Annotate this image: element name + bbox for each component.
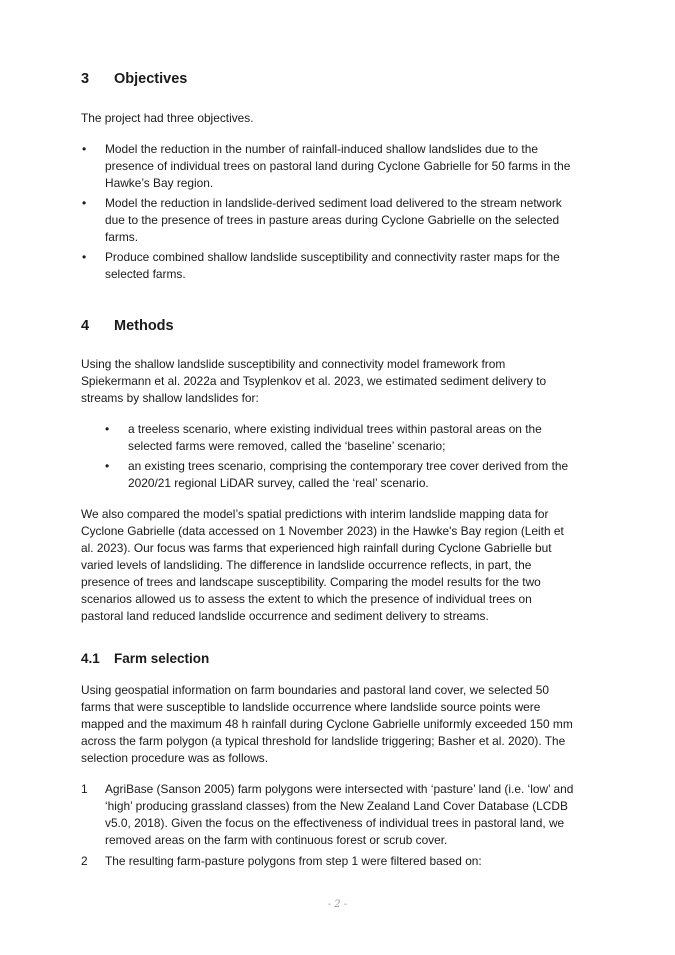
bullet-icon: • bbox=[82, 196, 87, 210]
section-number: 3 bbox=[81, 71, 90, 87]
bullet-icon: • bbox=[105, 422, 110, 436]
methods-intro: Using the shallow landslide susceptibility and connectivity model framework from Spiekermann et al. 2022a and Tsyplenkov et al. 2023, we estimated sediment delivery to streams by shallow landslides for: bbox=[81, 357, 547, 405]
step-number: 1 bbox=[81, 782, 88, 796]
methods-paragraph: We also compared the model’s spatial predictions with interim landslide mapping data for Cyclone Gabrielle (data accessed on 1 November 2023) in the Hawke's Bay region (Leith et al. 2023). Our focus was farms that experienced high rainfall during Cyclone Gabrielle but varied levels of landsliding. The difference in landslide occurrence reflects, in part, the presence of trees and landscape susceptibility. Comparing the model results for the two scenarios allowed us to assess the extent to which the presence of individual trees on pastoral land reduced landslide occurrence and sediment delivery to streams. bbox=[81, 507, 564, 623]
step-number: 2 bbox=[81, 854, 88, 868]
list-item bbox=[81, 853, 576, 870]
section-title: Methods bbox=[114, 318, 174, 334]
objectives-intro: The project had three objectives. bbox=[81, 111, 254, 125]
section-number: 4 bbox=[81, 318, 90, 334]
subsection-4-1-heading bbox=[81, 651, 209, 666]
farm-selection-steps bbox=[81, 781, 576, 874]
list-item: • Model the reduction in landslide-derived sediment load delivered to the stream network due to the presence of trees in pasture areas during Cyclone Gabrielle on the selected farms. bbox=[82, 196, 562, 244]
list-item: • a treeless scenario, where existing individual trees within pastoral areas on the selected farms were removed, called the ‘baseline’ scenario; bbox=[105, 422, 542, 453]
bullet-icon: • bbox=[82, 142, 87, 156]
section-3-heading bbox=[81, 71, 187, 87]
list-item: • Model the reduction in the number of rainfall-induced shallow landslides due to the presence of individual trees on pastoral land during Cyclone Gabrielle for 50 farms in the Hawke’s Bay region. bbox=[82, 142, 571, 190]
list-item bbox=[81, 781, 576, 849]
section-title: Objectives bbox=[114, 71, 188, 87]
bullet-icon: • bbox=[82, 250, 87, 264]
section-title: Farm selection bbox=[114, 651, 210, 666]
page-number: - 2 - bbox=[327, 899, 348, 910]
step-text: The resulting farm-pasture polygons from step 1 were filtered based on: bbox=[105, 854, 482, 868]
section-4-heading bbox=[81, 318, 174, 334]
step-text: AgriBase (Sanson 2005) farm polygons were intersected with ‘pasture’ land (i.e. ‘low’ and ‘high’ producing grassland classes) from the New Zealand Land Cover Database (LCDB v5.0, 2018). Given the focus on the effectiveness of individual trees in pastoral land, we removed areas on the farm with continuous forest or scrub cover. bbox=[105, 782, 574, 847]
list-item: • Produce combined shallow landslide susceptibility and connectivity raster maps for the selected farms. bbox=[82, 250, 560, 281]
farm-selection-intro: Using geospatial information on farm boundaries and pastoral land cover, we selected 50 farms that were susceptible to landslide occurrence where landslide source points were mapped and the maximum 48 h rainfall during Cyclone Gabrielle uniformly exceeded 150 mm across the farm polygon (a typical threshold for landslide triggering; Basher et al. 2020). The selection procedure was as follows. bbox=[81, 683, 573, 765]
list-item: • an existing trees scenario, comprising the contemporary tree cover derived from the 2020/21 regional LiDAR survey, called the ‘real’ scenario. bbox=[105, 459, 569, 490]
section-number: 4.1 bbox=[81, 651, 100, 666]
methods-scenario-list bbox=[105, 421, 578, 495]
objectives-list bbox=[82, 141, 580, 286]
bullet-icon: • bbox=[105, 459, 110, 473]
